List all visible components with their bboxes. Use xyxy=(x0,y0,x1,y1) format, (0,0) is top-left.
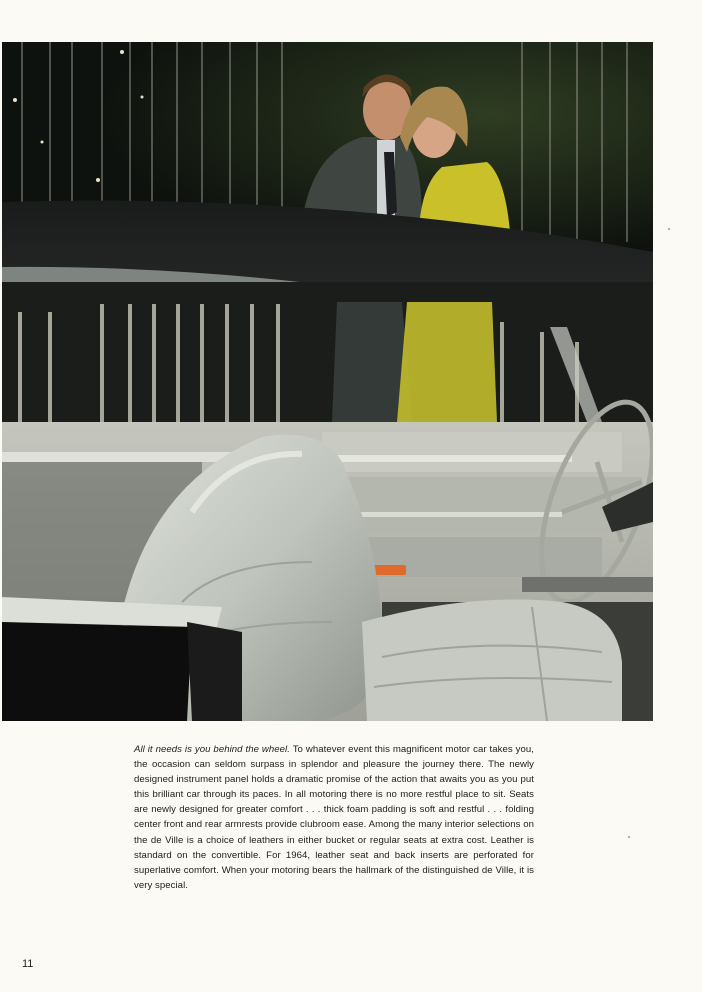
caption-paragraph xyxy=(134,742,534,893)
dust-speck xyxy=(668,228,670,230)
caption-body: To whatever event this magnificent motor car takes you, the occasion can seldom surpass in splendor and pleasure the journey there. The newly designed instrument panel holds a dramatic promise of the action that awaits you as you put this brilliant car through its paces. In all motoring there is no more restful place to sit. Seats are newly designed for greater comfort . . . thick foam padding is soft and restful . . . folding center front and rear armrests provide clubroom ease. Among the many interior selections on the de Ville is a choice of leathers in either bucket or regular seats at extra cost. Leather is standard on the convertible. For 1964, leather seat and back inserts are perforated for superlative comfort. When your motoring bears the hallmark of the distinguished de Ville, it is very special. xyxy=(134,744,534,891)
dust-speck xyxy=(628,836,630,838)
page-number: 11 xyxy=(22,958,34,970)
caption-lead: All it needs is you behind the wheel. xyxy=(134,744,290,755)
car-interior-photo xyxy=(2,42,653,721)
